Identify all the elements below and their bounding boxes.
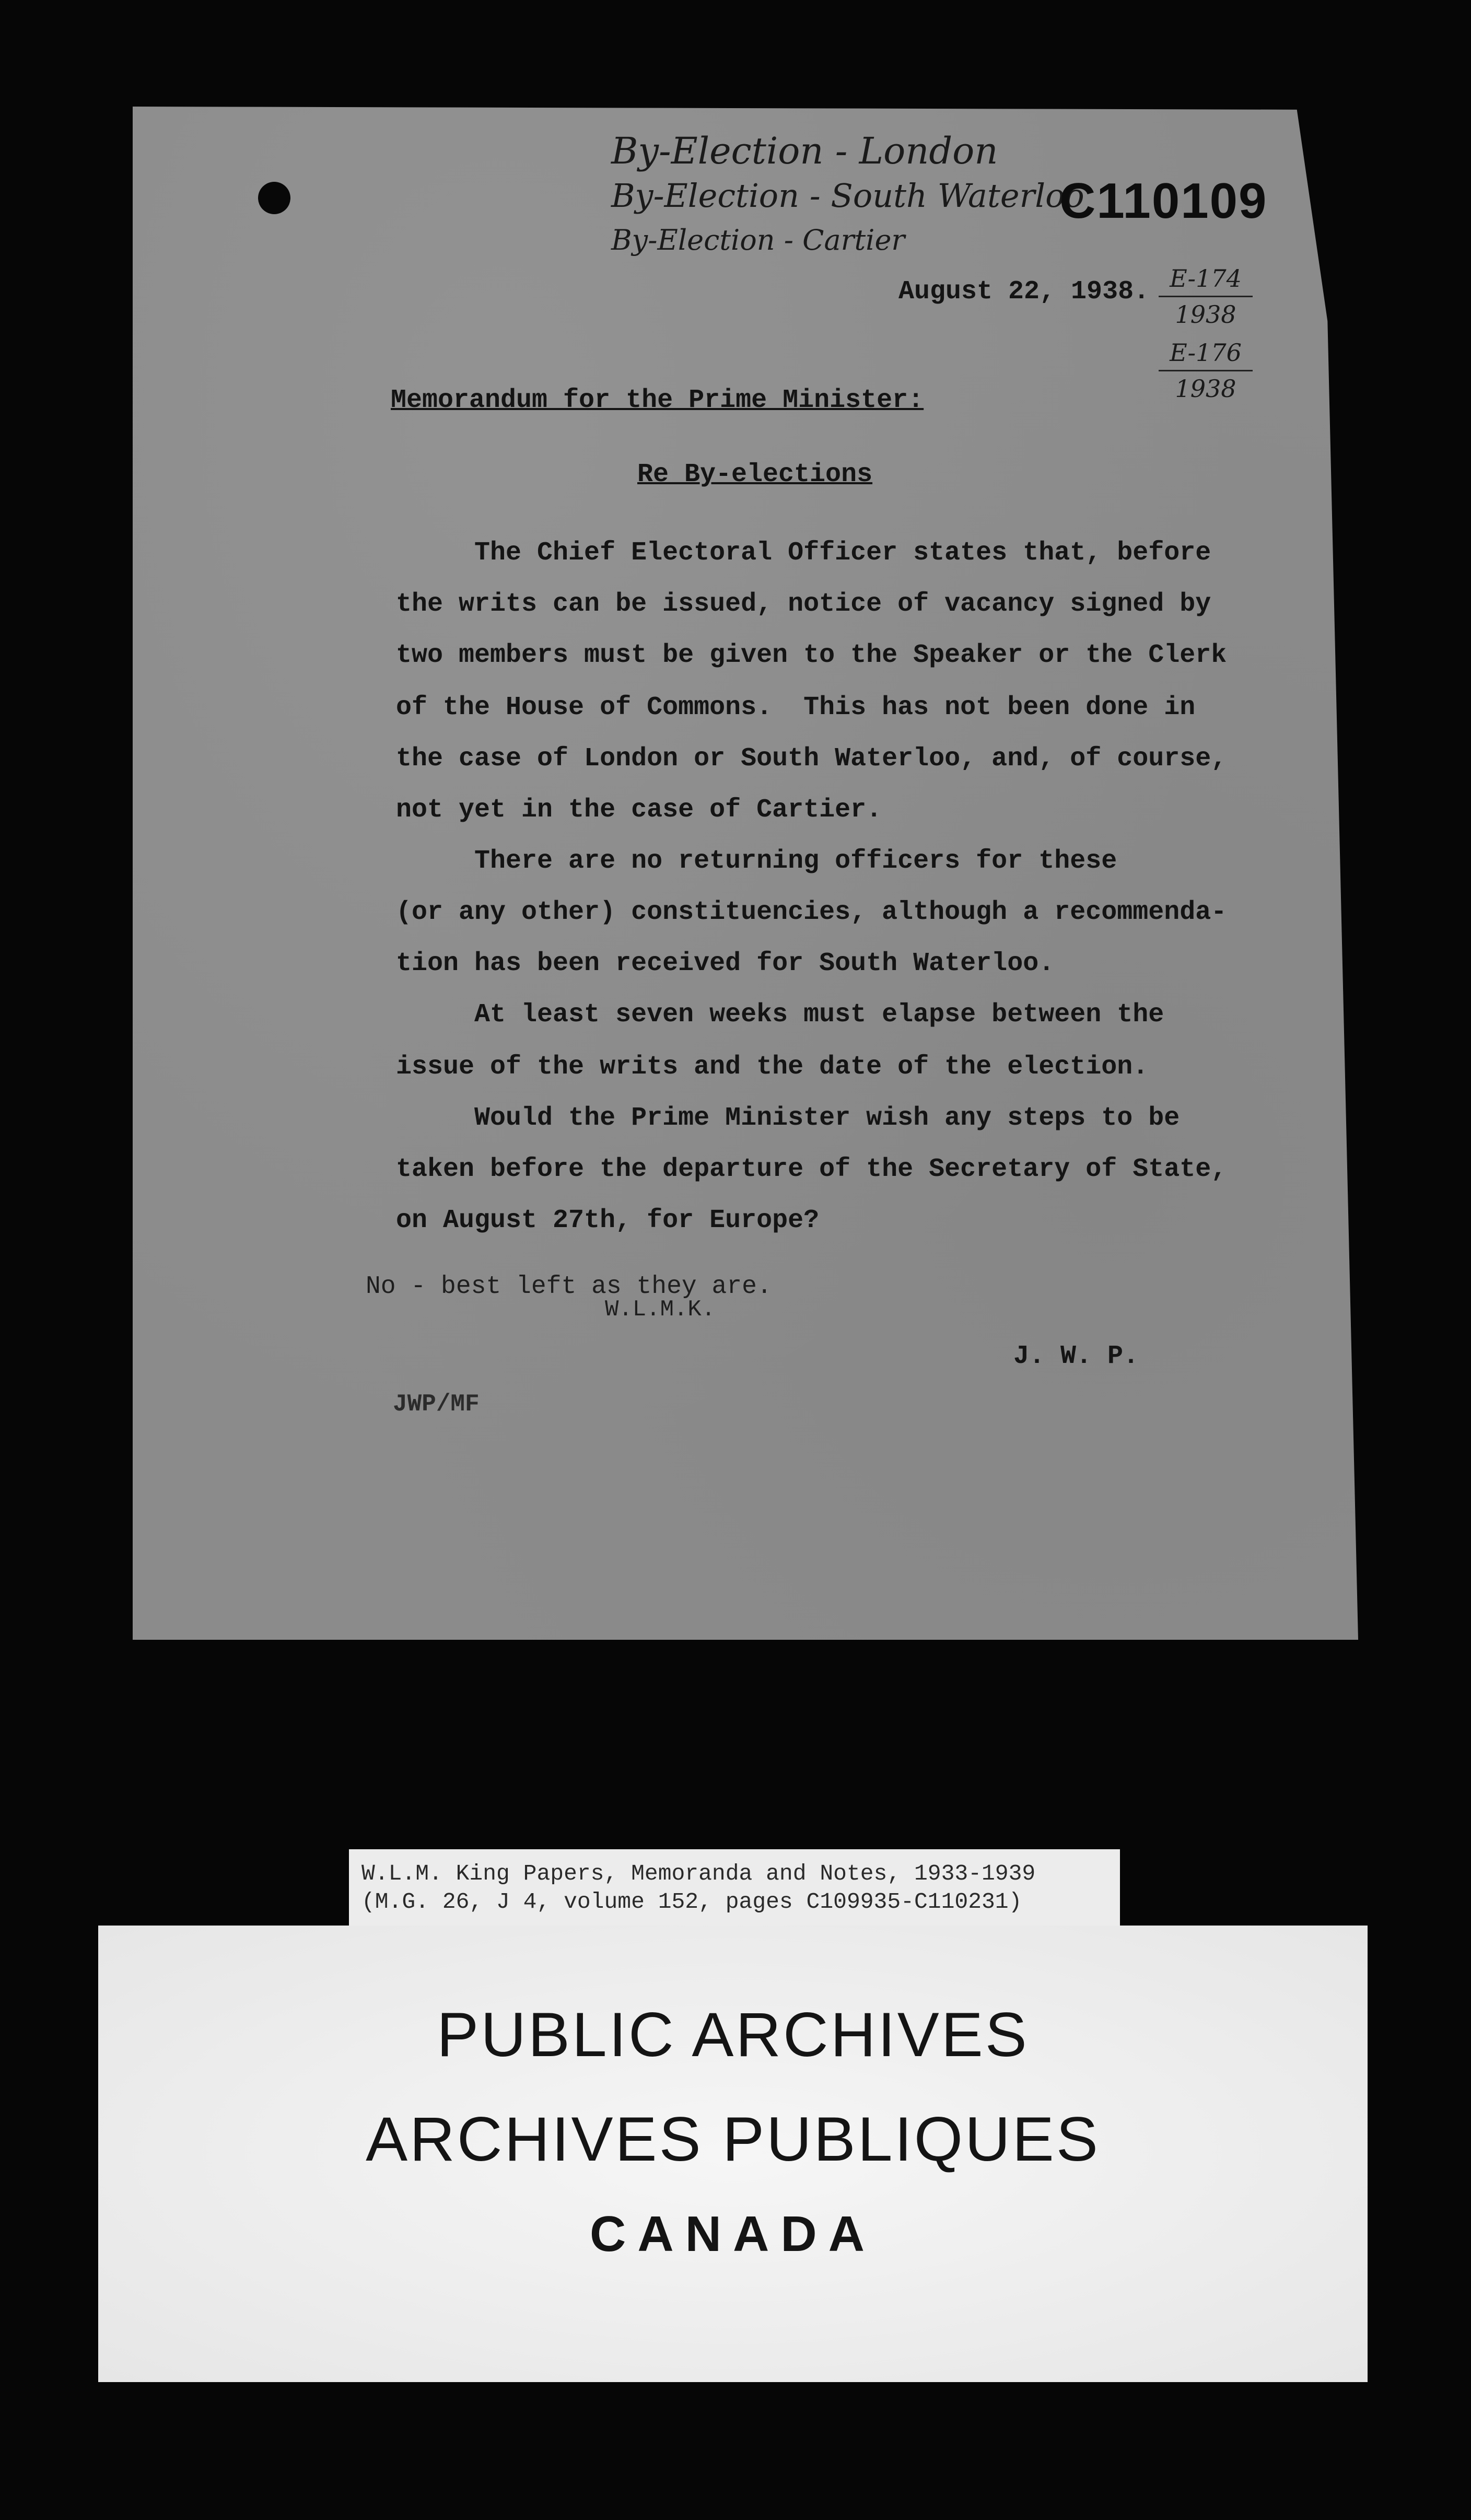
memo-heading: Memorandum for the Prime Minister: [391,386,924,415]
memo-date: August 22, 1938. [898,277,1150,307]
punch-hole [258,182,290,214]
file-reference [1159,264,1253,329]
archive-card-country: CANADA [590,2206,876,2262]
collection-label [349,1849,1120,1928]
archive-card [98,1926,1368,2382]
collection-label-line: (M.G. 26, J 4, volume 152, pages C109935-C110231) [361,1889,1022,1915]
body-line: There are no returning officers for these [396,846,1117,876]
file-reference-number: E-174 [1159,264,1253,297]
handwritten-note: By-Election - Cartier [611,224,905,256]
archive-card-title-fr: ARCHIVES PUBLIQUES [366,2104,1100,2174]
reply-annotation: No - best left as they are. [366,1273,772,1301]
handwritten-note: By-Election - London [611,130,998,172]
body-line: The Chief Electoral Officer states that, before [396,538,1211,568]
body-line: tion has been received for South Waterloo. [396,949,1055,978]
collection-label-line: W.L.M. King Papers, Memoranda and Notes, 1933-1939 [361,1861,1036,1886]
reference-initials: JWP/MF [393,1391,480,1418]
body-line: taken before the departure of the Secretary of State, [396,1154,1227,1184]
body-line: At least seven weeks must elapse between the [396,1000,1164,1030]
file-reference-year: 1938 [1175,375,1236,403]
body-line: (or any other) constituencies, although a recommenda- [396,897,1227,927]
body-line: issue of the writs and the date of the election. [396,1052,1149,1082]
frame-number: C110109 [1059,173,1268,229]
handwritten-note: By-Election - South Waterloo [611,177,1084,215]
archive-card-title-en: PUBLIC ARCHIVES [437,2000,1029,2070]
file-reference-year: 1938 [1175,300,1236,329]
body-line: not yet in the case of Cartier. [396,795,882,825]
memo-subject: Re By-elections [637,460,873,489]
body-line: two members must be given to the Speaker or the Clerk [396,640,1227,670]
reply-signature: W.L.M.K. [605,1297,716,1323]
body-line: the writs can be issued, notice of vacancy signed by [396,589,1211,619]
author-initials: J. W. P. [1013,1341,1139,1371]
body-line: on August 27th, for Europe? [396,1206,820,1235]
body-line: of the House of Commons. This has not been done in [396,693,1196,722]
file-reference [1159,339,1253,403]
body-line: Would the Prime Minister wish any steps to be [396,1103,1180,1133]
file-reference-number: E-176 [1159,339,1253,371]
body-line: the case of London or South Waterloo, and, of course, [396,744,1227,774]
